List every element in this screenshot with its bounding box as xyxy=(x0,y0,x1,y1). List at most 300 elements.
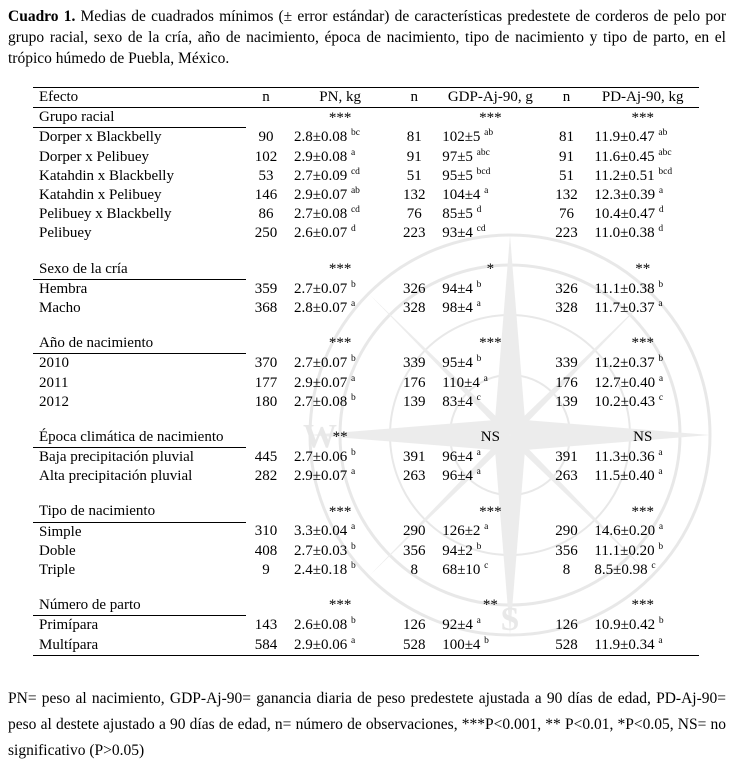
pd-letters: a xyxy=(658,447,663,458)
pn-value-cell xyxy=(286,448,394,468)
pn-value: 2.7±0.08 xyxy=(293,206,348,223)
pn-value-cell xyxy=(286,167,394,186)
pd-value: 11.2±0.37 xyxy=(594,355,655,372)
significance-pd: *** xyxy=(631,335,654,352)
pn-value-cell xyxy=(286,393,394,412)
significance-gdp: *** xyxy=(479,503,502,520)
spacer-row xyxy=(33,580,699,596)
significance-gdp: *** xyxy=(479,335,502,352)
table-row xyxy=(33,542,699,561)
gdp-value-cell xyxy=(434,299,546,318)
pn-value: 2.4±0.18 xyxy=(293,562,348,579)
pn-value-cell xyxy=(286,542,394,561)
table-row xyxy=(33,616,699,636)
pd-value: 11.9±0.47 xyxy=(594,129,655,146)
pd-value-cell xyxy=(586,279,699,299)
pn-letters: bc xyxy=(350,128,360,139)
pn-letters: a xyxy=(350,298,356,309)
row-label: Doble xyxy=(39,542,76,559)
row-label: Pelibuey x Blackbelly xyxy=(39,206,172,223)
pd-value-cell xyxy=(586,636,699,656)
pn-value: 2.7±0.07 xyxy=(293,355,348,372)
table-row xyxy=(33,373,699,392)
caption-label: Cuadro 1. xyxy=(8,8,76,25)
pd-letters: bcd xyxy=(658,166,673,177)
significance-pn: *** xyxy=(328,597,352,614)
pn-value-cell xyxy=(286,128,394,148)
row-label: Baja precipitación pluvial xyxy=(39,449,194,466)
row-label: Hembra xyxy=(39,280,88,297)
pn-value-cell xyxy=(286,467,394,486)
pn-value-cell xyxy=(286,186,394,205)
gdp-value-cell xyxy=(434,186,546,205)
pn-letters: b xyxy=(350,561,356,572)
pd-value: 11.2±0.51 xyxy=(594,167,655,184)
n-gdp: 176 xyxy=(402,374,426,391)
n-pd: 290 xyxy=(555,523,578,540)
gdp-value-cell xyxy=(434,224,546,243)
pd-value: 12.3±0.39 xyxy=(594,187,656,204)
pd-letters: b xyxy=(658,279,664,290)
pn-letters: b xyxy=(350,447,356,458)
pn-letters: a xyxy=(350,373,356,384)
gdp-value: 92±4 xyxy=(442,617,473,634)
table-row xyxy=(33,148,699,167)
spacer-row xyxy=(33,486,699,502)
pd-letters: a xyxy=(658,467,663,478)
table-row xyxy=(33,224,699,243)
n-pn: 180 xyxy=(254,393,278,410)
pd-value: 8.5±0.98 xyxy=(594,562,648,579)
row-label: Primípara xyxy=(39,617,99,634)
pd-value-cell xyxy=(586,224,699,243)
gdp-value: 104±4 xyxy=(442,187,481,204)
spacer-row xyxy=(33,412,699,428)
significance-pn: ** xyxy=(332,429,348,446)
n-pn: 368 xyxy=(254,299,278,316)
pd-value-cell xyxy=(586,448,699,468)
n-pn: 143 xyxy=(254,617,278,634)
pd-letters: b xyxy=(658,541,664,552)
group-header-row xyxy=(33,428,699,448)
significance-gdp: NS xyxy=(480,429,500,446)
gdp-letters: c xyxy=(476,392,481,403)
n-gdp: 139 xyxy=(402,393,426,410)
gdp-value-cell xyxy=(434,148,546,167)
gdp-value-cell xyxy=(434,205,546,224)
pd-value: 11.5±0.40 xyxy=(594,468,655,485)
pd-value-cell xyxy=(586,205,699,224)
caption-text: Medias de cuadrados mínimos (± error estándar) de características predestete de corderos de pelo por grupo racial, sexo de la cría, año de nacimiento, época de nacimiento, tipo de nacimiento y tipo de parto, en el trópico húmedo de Puebla, México. xyxy=(8,8,726,67)
gdp-value: 94±4 xyxy=(442,280,473,297)
gdp-letters: a xyxy=(476,447,481,458)
n-pd: 263 xyxy=(555,468,578,485)
n-pn: 584 xyxy=(246,636,286,656)
significance-pn: *** xyxy=(328,109,352,126)
pn-value: 2.7±0.03 xyxy=(293,542,348,559)
gdp-value: 100±4 xyxy=(442,636,481,653)
pn-value: 2.9±0.06 xyxy=(293,636,348,653)
row-label: 2011 xyxy=(39,374,69,391)
n-pn: 90 xyxy=(258,129,274,146)
table-row xyxy=(33,636,699,656)
n-pn: 53 xyxy=(258,167,274,184)
n-pd: 51 xyxy=(558,167,574,184)
n-pn: 86 xyxy=(258,206,274,223)
row-label: Dorper x Blackbelly xyxy=(39,129,162,146)
row-label: Katahdin x Blackbelly xyxy=(39,167,174,184)
n-pn: 370 xyxy=(254,355,278,372)
row-label: 2012 xyxy=(39,393,69,410)
gdp-letters: a xyxy=(483,373,488,384)
table-row xyxy=(33,448,699,468)
gdp-letters: ab xyxy=(484,128,494,139)
significance-gdp: ** xyxy=(482,597,498,614)
pd-letters: b xyxy=(658,616,664,627)
pd-value-cell xyxy=(586,467,699,486)
pn-letters: a xyxy=(350,147,356,158)
pn-value-cell xyxy=(286,561,394,580)
pd-letters: a xyxy=(658,522,664,533)
pd-value-cell xyxy=(586,128,699,148)
pd-value: 11.7±0.37 xyxy=(594,299,655,316)
n-pd: 391 xyxy=(555,448,578,465)
pd-value: 11.1±0.38 xyxy=(594,280,655,297)
gdp-value-cell xyxy=(434,128,546,148)
table-row xyxy=(33,279,699,299)
n-pn: 445 xyxy=(254,448,278,465)
group-header-row xyxy=(33,596,699,616)
row-label: Dorper x Pelibuey xyxy=(39,148,149,165)
gdp-value: 83±4 xyxy=(442,393,473,410)
n-gdp: 356 xyxy=(402,542,426,559)
pn-value: 2.6±0.08 xyxy=(293,617,348,634)
gdp-letters: abc xyxy=(476,147,490,158)
n-pd: 528 xyxy=(546,636,586,656)
pn-letters: b xyxy=(350,616,356,627)
pn-value-cell xyxy=(286,616,394,636)
pn-letters: a xyxy=(350,522,356,533)
n-pd: 326 xyxy=(555,280,578,297)
table-row xyxy=(33,205,699,224)
gdp-value: 110±4 xyxy=(442,374,480,391)
gdp-value-cell xyxy=(434,636,546,656)
n-gdp: 51 xyxy=(406,167,422,184)
pd-value-cell xyxy=(586,561,699,580)
column-header: PD-Aj-90, kg xyxy=(586,88,699,108)
pn-value: 2.7±0.08 xyxy=(293,393,348,410)
gdp-letters: b xyxy=(476,541,482,552)
group-header-row xyxy=(33,260,699,280)
n-pn: 408 xyxy=(254,542,278,559)
group-header-row xyxy=(33,108,699,128)
n-gdp: 132 xyxy=(402,187,426,204)
pd-value: 11.0±0.38 xyxy=(594,225,655,242)
pn-letters: a xyxy=(350,635,356,646)
n-pn: 177 xyxy=(254,374,278,391)
group-name: Año de nacimiento xyxy=(33,334,246,354)
significance-gdp: * xyxy=(486,260,495,277)
svg-text:W: W xyxy=(303,418,337,455)
pn-value: 2.7±0.09 xyxy=(293,167,348,184)
n-pd: 76 xyxy=(558,206,574,223)
n-pn: 250 xyxy=(254,225,278,242)
pd-value-cell xyxy=(586,354,699,374)
spacer-row xyxy=(33,244,699,260)
pd-letters: a xyxy=(658,373,664,384)
pd-value-cell xyxy=(586,167,699,186)
gdp-value: 68±10 xyxy=(442,562,481,579)
group-name: Número de parto xyxy=(33,596,246,616)
gdp-letters: a xyxy=(484,522,489,533)
pd-letters: d xyxy=(658,224,664,235)
pn-value-cell xyxy=(286,636,394,656)
n-gdp: 81 xyxy=(406,129,422,146)
pn-value-cell xyxy=(286,522,394,542)
gdp-letters: a xyxy=(476,616,481,627)
gdp-letters: bcd xyxy=(476,166,491,177)
gdp-value: 93±4 xyxy=(442,225,473,242)
gdp-value-cell xyxy=(434,616,546,636)
pd-value-cell xyxy=(586,522,699,542)
group-name: Sexo de la cría xyxy=(33,260,246,280)
pd-value: 11.1±0.20 xyxy=(594,542,655,559)
gdp-value-cell xyxy=(434,354,546,374)
n-pd: 356 xyxy=(555,542,578,559)
pn-value: 3.3±0.04 xyxy=(293,523,348,540)
n-pd: 81 xyxy=(558,129,574,146)
n-gdp: 528 xyxy=(394,636,434,656)
pn-value: 2.9±0.07 xyxy=(293,374,348,391)
pd-letters: b xyxy=(658,354,664,365)
n-pd: 339 xyxy=(555,355,578,372)
gdp-value: 85±5 xyxy=(442,206,473,223)
significance-gdp: *** xyxy=(479,109,502,126)
n-pn: 359 xyxy=(254,280,278,297)
n-pd: 126 xyxy=(555,617,578,634)
pd-value: 10.4±0.47 xyxy=(594,206,656,223)
pd-value: 14.6±0.20 xyxy=(594,523,656,540)
row-label: Simple xyxy=(39,523,82,540)
gdp-value: 97±5 xyxy=(442,148,473,165)
significance-pd: *** xyxy=(631,109,654,126)
gdp-letters: b xyxy=(476,354,482,365)
pn-letters: b xyxy=(350,279,356,290)
gdp-value: 102±5 xyxy=(442,129,481,146)
gdp-letters: b xyxy=(476,279,482,290)
row-label: Alta precipitación pluvial xyxy=(39,468,193,485)
significance-pd: ** xyxy=(635,260,651,277)
gdp-value-cell xyxy=(434,448,546,468)
pn-letters: ab xyxy=(350,186,360,197)
gdp-value: 94±2 xyxy=(442,542,473,559)
pn-letters: cd xyxy=(350,205,360,216)
header-row xyxy=(33,88,699,108)
gdp-value: 96±4 xyxy=(442,468,473,485)
gdp-value-cell xyxy=(434,561,546,580)
pn-value: 2.9±0.08 xyxy=(293,148,348,165)
n-gdp: 126 xyxy=(402,617,426,634)
n-gdp: 91 xyxy=(406,148,422,165)
n-gdp: 76 xyxy=(406,206,422,223)
gdp-letters: a xyxy=(484,186,489,197)
pd-letters: c xyxy=(651,561,656,572)
n-pd: 139 xyxy=(555,393,578,410)
gdp-letters: c xyxy=(484,561,489,572)
pd-letters: a xyxy=(658,186,664,197)
row-label: Macho xyxy=(39,299,81,316)
n-pn: 146 xyxy=(254,187,278,204)
gdp-letters: cd xyxy=(476,224,486,235)
pd-letters: abc xyxy=(658,147,672,158)
gdp-value-cell xyxy=(434,542,546,561)
row-label: Pelibuey xyxy=(39,225,92,242)
gdp-value-cell xyxy=(434,373,546,392)
pn-value: 2.7±0.07 xyxy=(293,280,348,297)
table-row xyxy=(33,522,699,542)
column-header: n xyxy=(546,88,586,108)
pn-letters: b xyxy=(350,541,356,552)
pn-value: 2.6±0.07 xyxy=(293,225,348,242)
row-label: Triple xyxy=(39,562,76,579)
column-header: GDP-Aj-90, g xyxy=(434,88,546,108)
pd-value-cell xyxy=(586,299,699,318)
gdp-value: 95±5 xyxy=(442,167,473,184)
pn-value-cell xyxy=(286,205,394,224)
column-header: n xyxy=(246,88,286,108)
table-row xyxy=(33,467,699,486)
pd-letters: c xyxy=(658,392,664,403)
table-row xyxy=(33,299,699,318)
pd-value: 11.9±0.34 xyxy=(594,636,655,653)
n-gdp: 263 xyxy=(402,468,426,485)
row-label: Multípara xyxy=(33,636,246,656)
pd-value: 12.7±0.40 xyxy=(594,374,656,391)
n-gdp: 8 xyxy=(410,562,418,579)
results-table xyxy=(33,87,699,656)
gdp-value: 96±4 xyxy=(442,448,473,465)
n-pd: 132 xyxy=(555,187,578,204)
svg-text:S: S xyxy=(500,601,520,638)
pn-letters: a xyxy=(350,467,356,478)
gdp-value-cell xyxy=(434,279,546,299)
n-pd: 91 xyxy=(558,148,574,165)
n-pd: 176 xyxy=(555,374,578,391)
pd-value: 10.2±0.43 xyxy=(594,393,656,410)
table-row xyxy=(33,393,699,412)
gdp-value: 98±4 xyxy=(442,299,473,316)
gdp-value-cell xyxy=(434,522,546,542)
pn-letters: cd xyxy=(350,166,360,177)
n-pd: 223 xyxy=(555,225,578,242)
significance-pn: *** xyxy=(328,335,352,352)
row-label: Katahdin x Pelibuey xyxy=(39,187,162,204)
pn-value: 2.8±0.07 xyxy=(293,299,348,316)
column-header: n xyxy=(394,88,434,108)
group-name: Tipo de nacimiento xyxy=(33,502,246,522)
group-name: Grupo racial xyxy=(33,108,246,128)
pn-value: 2.9±0.07 xyxy=(293,187,348,204)
table-caption xyxy=(8,6,726,69)
significance-pn: *** xyxy=(328,260,352,277)
table-row xyxy=(33,354,699,374)
pn-letters: b xyxy=(350,392,356,403)
pd-value: 10.9±0.42 xyxy=(594,617,656,634)
gdp-value-cell xyxy=(434,467,546,486)
gdp-value: 126±2 xyxy=(442,523,481,540)
pd-letters: ab xyxy=(658,128,668,139)
table-row xyxy=(33,167,699,186)
table-row xyxy=(33,561,699,580)
n-gdp: 326 xyxy=(402,280,426,297)
gdp-value: 95±4 xyxy=(442,355,473,372)
pn-value-cell xyxy=(286,299,394,318)
n-gdp: 328 xyxy=(402,299,426,316)
table-row xyxy=(33,186,699,205)
significance-pn: *** xyxy=(328,503,352,520)
pd-value-cell xyxy=(586,148,699,167)
pn-value: 2.9±0.07 xyxy=(293,468,348,485)
row-label: 2010 xyxy=(39,355,69,372)
pn-value: 2.7±0.06 xyxy=(293,448,348,465)
n-gdp: 339 xyxy=(402,355,426,372)
pd-letters: a xyxy=(658,298,663,309)
pd-letters: d xyxy=(658,205,664,216)
gdp-letters: b xyxy=(484,635,489,646)
pn-value: 2.8±0.08 xyxy=(293,129,348,146)
column-header: PN, kg xyxy=(286,88,394,108)
n-pd: 328 xyxy=(555,299,578,316)
gdp-letters: a xyxy=(476,298,481,309)
column-header: Efecto xyxy=(33,88,246,108)
group-header-row xyxy=(33,502,699,522)
pn-letters: b xyxy=(350,354,356,365)
pn-value-cell xyxy=(286,373,394,392)
n-pn: 102 xyxy=(254,148,278,165)
n-pn: 282 xyxy=(254,468,278,485)
spacer-row xyxy=(33,318,699,334)
pd-value-cell xyxy=(586,393,699,412)
pd-value-cell xyxy=(586,186,699,205)
significance-pd: *** xyxy=(631,503,654,520)
n-gdp: 391 xyxy=(402,448,426,465)
gdp-letters: d xyxy=(476,205,482,216)
table-footnote: PN= peso al nacimiento, GDP-Aj-90= ganancia diaria de peso predestete ajustada a 90 días de edad, PD-Aj-90= peso al destete ajustado a 90 días de edad, n= número de observaciones, ***P<0.001, ** P<0.01, *P<0.05, NS= no significativo (P>0.05) xyxy=(8,690,726,759)
pd-value: 11.6±0.45 xyxy=(594,148,655,165)
n-gdp: 290 xyxy=(402,523,426,540)
pd-value-cell xyxy=(586,373,699,392)
pn-value-cell xyxy=(286,148,394,167)
group-header-row xyxy=(33,334,699,354)
gdp-value-cell xyxy=(434,167,546,186)
pn-value-cell xyxy=(286,224,394,243)
pd-value: 11.3±0.36 xyxy=(594,448,655,465)
pd-value-cell xyxy=(586,542,699,561)
n-gdp: 223 xyxy=(402,225,426,242)
table-row xyxy=(33,128,699,148)
pn-value-cell xyxy=(286,354,394,374)
pd-letters: a xyxy=(658,635,663,646)
significance-pd: *** xyxy=(631,597,654,614)
significance-pd: NS xyxy=(633,429,653,446)
n-pn: 9 xyxy=(262,562,270,579)
gdp-letters: a xyxy=(476,467,481,478)
pd-value-cell xyxy=(586,616,699,636)
pn-letters: d xyxy=(350,224,356,235)
pn-value-cell xyxy=(286,279,394,299)
n-pd: 8 xyxy=(562,562,571,579)
n-pn: 310 xyxy=(254,523,278,540)
